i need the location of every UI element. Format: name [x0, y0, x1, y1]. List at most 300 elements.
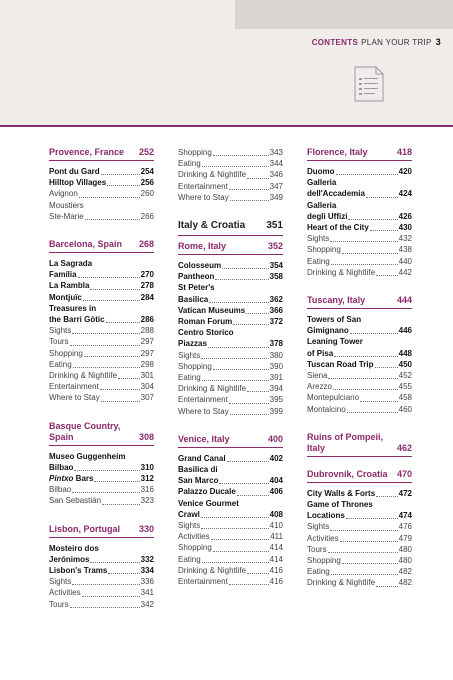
- toc-entry-title: Montjuïc: [49, 292, 82, 302]
- dot-leader: [72, 492, 139, 493]
- section-heading: [49, 421, 154, 446]
- header-section-label: PLAN YOUR TRIP: [361, 38, 432, 47]
- dot-leader: [219, 483, 268, 484]
- toc-entry-page: 416: [269, 565, 283, 575]
- dot-leader: [213, 369, 269, 370]
- dot-leader: [70, 345, 140, 346]
- toc-entry-title: Eating: [178, 554, 201, 564]
- toc-entry: [49, 576, 154, 587]
- toc-entry: [307, 370, 412, 381]
- dot-leader: [215, 279, 268, 280]
- header-divider: [0, 125, 453, 127]
- toc-entry: [307, 348, 412, 359]
- toc-entry-title: Roman Forum: [178, 317, 233, 327]
- toc-entry-page: 474: [398, 511, 412, 521]
- toc-entry-title: Eating: [49, 359, 72, 369]
- section-heading: [49, 147, 154, 161]
- toc-entry-page: 378: [269, 339, 283, 349]
- toc-entry-title: Where to Stay: [49, 393, 100, 403]
- toc-entry-page: 458: [398, 393, 412, 403]
- header-tab-block: [235, 0, 453, 29]
- toc-entry: [178, 169, 283, 180]
- toc-entry-title: Tours: [49, 599, 69, 609]
- dot-leader: [375, 367, 398, 368]
- toc-entry: [49, 292, 154, 303]
- dot-leader: [376, 275, 398, 276]
- section-page: 400: [267, 433, 283, 444]
- dot-leader: [83, 300, 140, 301]
- toc-entry: [307, 256, 412, 267]
- dot-leader: [209, 302, 268, 303]
- toc-entry-page: 278: [140, 281, 154, 291]
- toc-entry-title: Eating: [307, 256, 330, 266]
- toc-entry: [307, 267, 412, 278]
- dot-leader: [350, 333, 398, 334]
- section-heading: [178, 241, 283, 255]
- toc-entry-title: Drinking & Nightlife: [178, 565, 247, 575]
- toc-entry-page: 380: [269, 350, 283, 360]
- header-contents-label: CONTENTS: [311, 38, 359, 47]
- dot-leader: [247, 178, 269, 179]
- toc-entry-title: Shopping: [49, 348, 83, 358]
- section-heading: [307, 147, 412, 161]
- toc-entry-page: 284: [140, 292, 154, 302]
- dot-leader: [376, 496, 397, 497]
- toc-entry-page: 460: [398, 404, 412, 414]
- toc-entry-page: 298: [140, 359, 154, 369]
- toc-entry-title-rest: Bars: [73, 474, 94, 484]
- dot-leader: [73, 367, 140, 368]
- toc-entry: [49, 565, 154, 576]
- toc-entry-page: 342: [140, 599, 154, 609]
- toc-column-2: [178, 147, 283, 604]
- section-page: 268: [138, 239, 154, 250]
- dot-leader: [227, 461, 269, 462]
- dot-leader: [118, 378, 140, 379]
- toc-entry: [307, 555, 412, 566]
- section-page: 470: [396, 468, 412, 479]
- toc-entry-page: 390: [269, 361, 283, 371]
- toc-entry: [178, 181, 283, 192]
- toc-entry: [49, 188, 154, 199]
- toc-entry-line: St Peter's: [178, 283, 215, 293]
- section-title: Rome, Italy: [178, 241, 227, 252]
- dot-leader: [79, 197, 140, 198]
- toc-entry: [307, 533, 412, 544]
- toc-entry: [307, 188, 412, 199]
- toc-section: [49, 524, 154, 610]
- toc-entry-page: 448: [398, 348, 412, 358]
- toc-section: [307, 432, 412, 457]
- dot-leader: [342, 563, 398, 564]
- toc-entry: [178, 305, 283, 316]
- dot-leader: [202, 562, 269, 563]
- dot-leader: [229, 403, 269, 404]
- toc-entry-page: 260: [140, 189, 154, 199]
- toc-entry-title: Jerónimos: [49, 554, 90, 564]
- dot-leader: [366, 197, 398, 198]
- toc-entry-page: 332: [140, 554, 154, 564]
- toc-entry-title: Pont du Gard: [49, 167, 100, 176]
- dot-leader: [246, 313, 269, 314]
- toc-entry-page: 438: [398, 245, 412, 255]
- toc-entry: [49, 473, 154, 484]
- section-page: 308: [138, 431, 154, 442]
- document-list-icon: [352, 64, 386, 104]
- dot-leader: [201, 528, 268, 529]
- toc-entry: [178, 361, 283, 372]
- section-page: 252: [138, 147, 154, 157]
- toc-entry-title: Colosseum: [178, 261, 222, 271]
- toc-entry: [178, 475, 283, 486]
- toc-entry-page: 450: [398, 359, 412, 369]
- toc-section: [49, 147, 154, 222]
- toc-entry-page: 334: [140, 566, 154, 576]
- toc-entry-page: 336: [140, 577, 154, 587]
- toc-entry-page: 316: [140, 485, 154, 495]
- toc-entry-page: 286: [140, 315, 154, 325]
- dot-leader: [237, 495, 269, 496]
- toc-entry: [178, 520, 283, 531]
- toc-entry-page: 288: [140, 326, 154, 336]
- toc-entry-title: dell'Accademia: [307, 189, 365, 199]
- toc-entry-page: 402: [269, 453, 283, 463]
- toc-entry-title: Entertainment: [49, 382, 99, 392]
- toc-entry: [307, 222, 412, 233]
- dot-leader: [233, 324, 268, 325]
- toc-entry-title: Tours: [307, 544, 327, 554]
- toc-entry: [49, 325, 154, 336]
- toc-entry: [178, 394, 283, 405]
- toc-entry-title: Pantheon: [178, 272, 215, 282]
- section-title: Venice, Italy: [178, 433, 230, 444]
- toc-entry-title: Bilbao: [49, 462, 74, 472]
- toc-entry-title: Vatican Museums: [178, 305, 246, 315]
- dot-leader: [211, 539, 270, 540]
- section-page: 444: [396, 295, 412, 306]
- toc-entry-title: Ste-Marie: [49, 211, 84, 221]
- toc-entry-line: Mosteiro dos: [49, 543, 99, 553]
- toc-entry: [49, 269, 154, 280]
- dot-leader: [347, 412, 398, 413]
- toc-entry-title: Basilica: [178, 294, 209, 304]
- toc-entry-title: Avignon: [49, 189, 78, 199]
- toc-entry: [49, 370, 154, 381]
- toc-entry-line: Galleria: [307, 178, 337, 188]
- toc-entry-page: 482: [398, 567, 412, 577]
- toc-entry-title: Drinking & Nightlife: [307, 267, 376, 277]
- toc-entry-title: Activities: [178, 532, 210, 542]
- toc-entry-page: 349: [269, 192, 283, 202]
- toc-entry: [307, 510, 412, 521]
- toc-entry: [49, 381, 154, 392]
- toc-entry: [49, 280, 154, 291]
- section-heading: [307, 295, 412, 309]
- toc-entry-page: 442: [398, 267, 412, 277]
- dot-leader: [336, 174, 398, 175]
- section-title: Tuscany, Italy: [307, 295, 366, 306]
- dot-leader: [334, 356, 397, 357]
- toc-entry: [178, 192, 283, 203]
- country-heading: [178, 220, 283, 236]
- toc-entry-page: 399: [269, 406, 283, 416]
- toc-entry: [49, 314, 154, 325]
- toc-entry: [49, 392, 154, 403]
- toc-section: [307, 469, 412, 589]
- dot-leader: [107, 185, 139, 186]
- toc-entry: [307, 577, 412, 588]
- toc-entry-page: 323: [140, 496, 154, 506]
- dot-leader: [90, 562, 139, 563]
- toc-entry-title: Gimignano: [307, 326, 349, 336]
- toc-entry-title: Sights: [307, 234, 330, 244]
- dot-leader: [230, 414, 269, 415]
- toc-entry: [307, 521, 412, 532]
- dot-leader: [84, 356, 140, 357]
- toc-section: [307, 295, 412, 415]
- section-title: Ruins of Pompeii, Italy: [307, 431, 384, 453]
- toc-entry-page: 344: [269, 159, 283, 169]
- toc-entry-title: Siena: [307, 371, 328, 381]
- dot-leader: [342, 253, 398, 254]
- toc-entry: [178, 350, 283, 361]
- toc-entry-page: 411: [270, 532, 283, 542]
- toc-entry-page: 354: [269, 261, 283, 271]
- toc-entry-line: Venice Gourmet: [178, 498, 239, 508]
- toc-entry-title: Tuscan Road Trip: [307, 359, 374, 369]
- toc-entry: [49, 359, 154, 370]
- toc-entry-title: Montalcino: [307, 404, 346, 414]
- toc-entry: [49, 177, 154, 188]
- dot-leader: [229, 584, 269, 585]
- dot-leader: [360, 401, 398, 402]
- toc-entry-page: 416: [269, 577, 283, 587]
- toc-entry-title: Drinking & Nightlife: [49, 371, 118, 381]
- toc-entry: [178, 531, 283, 542]
- toc-entry-page: 414: [269, 543, 283, 553]
- toc-entry-title: Sights: [49, 326, 72, 336]
- toc-entry: [49, 554, 154, 565]
- toc-entry: [178, 383, 283, 394]
- toc-entry-page: 256: [140, 178, 154, 188]
- toc-entry-title: Grand Canal: [178, 453, 226, 463]
- toc-entry-title: Where to Stay: [178, 406, 229, 416]
- toc-entry: [49, 348, 154, 359]
- dot-leader: [376, 586, 398, 587]
- dot-leader: [201, 358, 268, 359]
- dot-leader: [222, 268, 269, 269]
- toc-entry-title: Bilbao: [49, 485, 72, 495]
- toc-entry: [307, 233, 412, 244]
- dot-leader: [70, 607, 140, 608]
- dot-leader: [101, 401, 140, 402]
- toc-entry-title: Where to Stay: [178, 192, 229, 202]
- dot-leader: [78, 277, 140, 278]
- toc-entry-page: 395: [269, 395, 283, 405]
- toc-entry: [178, 316, 283, 327]
- dot-leader: [346, 518, 398, 519]
- toc-entry: [49, 587, 154, 598]
- section-heading: [307, 432, 412, 457]
- toc-entry: [307, 211, 412, 222]
- dot-leader: [82, 596, 140, 597]
- section-heading: [49, 239, 154, 253]
- toc-entry: [178, 554, 283, 565]
- toc-entry-page: 307: [140, 393, 154, 403]
- dot-leader: [340, 541, 398, 542]
- toc-entry: [49, 336, 154, 347]
- toc-entry: [49, 484, 154, 495]
- toc-column-3: [307, 147, 412, 606]
- toc-entry-title: Tours: [49, 337, 69, 347]
- toc-entry-page: 362: [269, 294, 283, 304]
- toc-entry-page: 476: [398, 522, 412, 532]
- toc-entry-page: 432: [398, 234, 412, 244]
- section-heading: [49, 524, 154, 538]
- toc-entry-title: Activities: [49, 588, 81, 598]
- section-page: 330: [138, 523, 154, 534]
- toc-entry-title: Sights: [178, 350, 201, 360]
- toc-entry-line: Towers of San: [307, 315, 362, 325]
- toc-entry: [178, 147, 283, 158]
- toc-entry-line: La Sagrada: [49, 259, 93, 269]
- toc-entry-line: Leaning Tower: [307, 337, 363, 347]
- section-title: Barcelona, Spain: [49, 239, 123, 250]
- dot-leader: [208, 347, 269, 348]
- toc-entry-line: Basilica di: [178, 465, 218, 475]
- toc-entry-page: 341: [140, 588, 154, 598]
- toc-entry-title: San Sebastián: [49, 496, 102, 506]
- dot-leader: [213, 155, 269, 156]
- toc-entry-title: Duomo: [307, 167, 335, 176]
- section-page: 352: [267, 241, 283, 252]
- toc-entry: [49, 599, 154, 610]
- toc-entry-page: 347: [269, 181, 283, 191]
- toc-entry: [178, 260, 283, 271]
- section-page: 462: [396, 442, 412, 453]
- toc-entry: [49, 462, 154, 473]
- toc-entry-title: City Walls & Forts: [307, 488, 376, 498]
- toc-entry-title: Família: [49, 270, 77, 280]
- toc-entry-page: 430: [398, 223, 412, 233]
- toc-entry: [178, 509, 283, 520]
- dot-leader: [100, 389, 140, 390]
- toc-entry-title: the Barri Gòtic: [49, 315, 105, 325]
- section-title: Dubrovnik, Croatia: [307, 468, 388, 479]
- toc-entry-page: 426: [398, 211, 412, 221]
- toc-entry-page: 480: [398, 544, 412, 554]
- toc-section: [307, 147, 412, 278]
- toc-entry-title: Drinking & Nightlife: [307, 578, 376, 588]
- toc-entry: [49, 495, 154, 506]
- toc-entry: [307, 488, 412, 499]
- section-title: Provence, France: [49, 147, 125, 157]
- dot-leader: [90, 289, 139, 290]
- toc-entry-page: 304: [140, 382, 154, 392]
- toc-entry-page: 420: [398, 167, 412, 176]
- dot-leader: [229, 189, 269, 190]
- toc-entry-line: Galleria: [307, 200, 337, 210]
- toc-entry: [307, 244, 412, 255]
- dot-leader: [106, 322, 140, 323]
- toc-entry-title: Montepulciano: [307, 393, 360, 403]
- dot-leader: [331, 264, 398, 265]
- section-heading: [178, 434, 283, 448]
- toc-entry: [307, 544, 412, 555]
- dot-leader: [370, 230, 398, 231]
- toc-entry-page: 404: [269, 476, 283, 486]
- running-header: [312, 37, 441, 47]
- toc-entry-page: 479: [398, 533, 412, 543]
- toc-entry-title: Shopping: [178, 361, 212, 371]
- toc-entry: [49, 211, 154, 222]
- toc-entry: [307, 404, 412, 415]
- dot-leader: [102, 504, 140, 505]
- toc-entry-page: 372: [269, 317, 283, 327]
- toc-entry-line: Moustiers: [49, 200, 84, 210]
- toc-entry: [178, 294, 283, 305]
- toc-entry-page: 310: [140, 462, 154, 472]
- toc-entry-page: 482: [398, 578, 412, 588]
- toc-entry-line: Centro Storico: [178, 328, 234, 338]
- toc-entry-title: Crawl: [178, 509, 200, 519]
- toc-entry-page: 266: [140, 211, 154, 221]
- toc-entry-title: Entertainment: [178, 395, 228, 405]
- toc-entry: [178, 271, 283, 282]
- toc-entry-page: 297: [140, 337, 154, 347]
- dot-leader: [331, 574, 398, 575]
- toc-entry-page: 446: [398, 326, 412, 336]
- toc-entry-line: Museo Guggenheim: [49, 451, 126, 461]
- toc-entry-page: 343: [269, 148, 283, 157]
- toc-entry: [178, 453, 283, 464]
- toc-entry-title: Eating: [307, 567, 330, 577]
- toc-entry-title: [49, 473, 93, 484]
- section-title: Florence, Italy: [307, 147, 368, 157]
- toc-entry-title: Locations: [307, 511, 345, 521]
- toc-entry-title: Drinking & Nightlife: [178, 384, 247, 394]
- toc-entry-page: 406: [269, 487, 283, 497]
- toc-entry: [49, 166, 154, 177]
- toc-entry-title: Sights: [49, 577, 72, 587]
- dot-leader: [348, 219, 397, 220]
- toc-entry-page: 480: [398, 556, 412, 566]
- dot-leader: [202, 166, 269, 167]
- dot-leader: [330, 241, 397, 242]
- toc-entry-title: Drinking & Nightlife: [178, 170, 247, 180]
- toc-entry-page: 346: [269, 170, 283, 180]
- toc-entry-page: 366: [269, 305, 283, 315]
- dot-leader: [230, 200, 269, 201]
- toc-entry-line: Game of Thrones: [307, 500, 373, 510]
- dot-leader: [94, 481, 139, 482]
- toc-entry: [307, 392, 412, 403]
- toc-entry-title: Shopping: [178, 148, 212, 157]
- toc-entry-page: 408: [269, 509, 283, 519]
- toc-entry: [178, 372, 283, 383]
- toc-entry: [178, 542, 283, 553]
- toc-entry-title: San Marco: [178, 476, 219, 486]
- section-title: Lisbon, Portugal: [49, 523, 120, 534]
- toc-entry-title: Eating: [178, 373, 201, 383]
- toc-entry: [307, 325, 412, 336]
- toc-entry: [307, 359, 412, 370]
- toc-entry-page: 452: [398, 371, 412, 381]
- toc-entry: [178, 406, 283, 417]
- dot-leader: [247, 391, 269, 392]
- dot-leader: [201, 517, 269, 518]
- toc-entry-title: of Pisa: [307, 348, 334, 358]
